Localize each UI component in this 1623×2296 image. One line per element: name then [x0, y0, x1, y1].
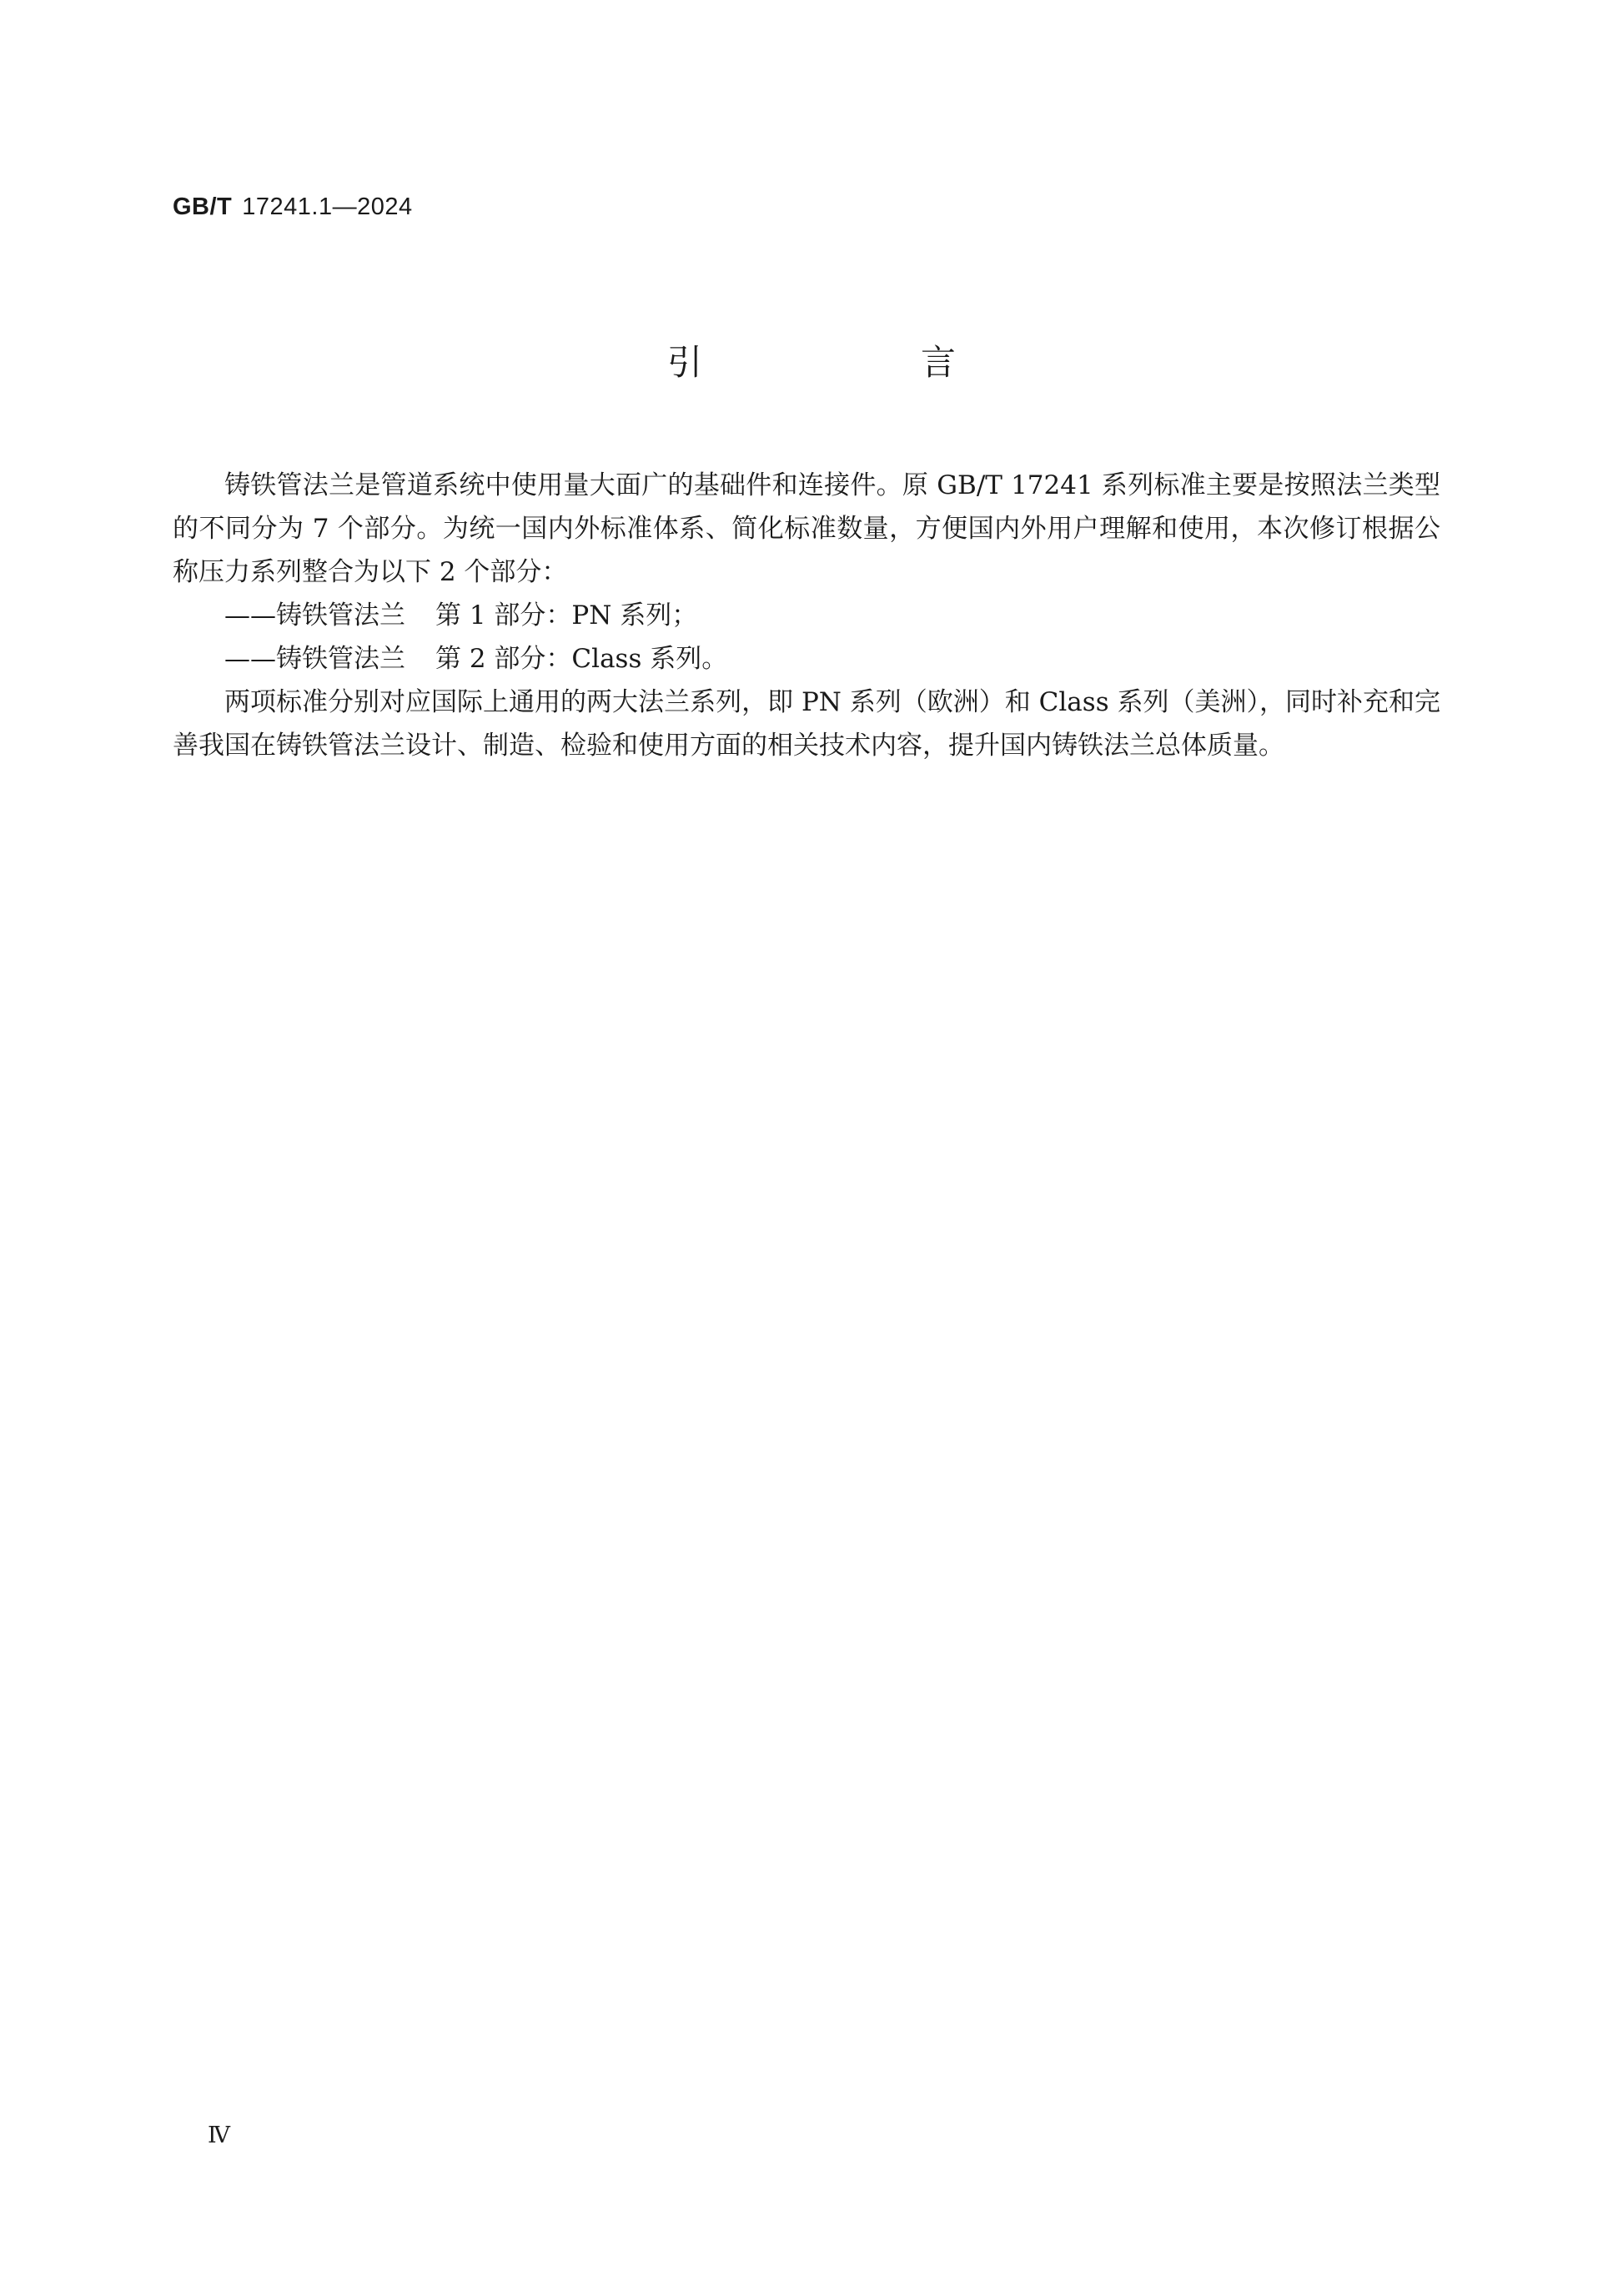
section-title: 引 言: [666, 342, 1048, 383]
paragraph-2: 两项标准分别对应国际上通用的两大法兰系列，即 PN 系列（欧洲）和 Class 系列（美洲），同时补充和完善我国在铸铁管法兰设计、制造、检验和使用方面的相关技术内容，提升国内铸铁法兰总体质量。: [173, 687, 1440, 761]
standard-prefix: GB/T: [173, 193, 233, 220]
standard-number: 17241.1—2024: [242, 193, 413, 220]
list-item-part: 第 1 部分：PN 系列；: [435, 600, 698, 631]
list-item-name: 铸铁管法兰: [276, 644, 405, 674]
list-item-part-1: [173, 594, 1440, 637]
introduction-body: [173, 464, 1440, 767]
paragraph-1: 铸铁管法兰是管道系统中使用量大面广的基础件和连接件。原 GB/T 17241 系列标准主要是按照法兰类型的不同分为 7 个部分。为统一国内外标准体系、简化标准数量，方便国内外用户理解和使用，本次修订根据公称压力系列整合为以下 2 个部分：: [173, 470, 1440, 587]
list-item-name: 铸铁管法兰: [276, 600, 405, 631]
list-item-part-2: [173, 637, 1440, 681]
page-number: Ⅳ: [208, 2123, 230, 2148]
list-item-part: 第 2 部分：Class 系列。: [435, 644, 728, 674]
standard-code-header: [173, 193, 413, 221]
list-dash: ——: [224, 600, 276, 631]
list-dash: ——: [224, 644, 276, 674]
